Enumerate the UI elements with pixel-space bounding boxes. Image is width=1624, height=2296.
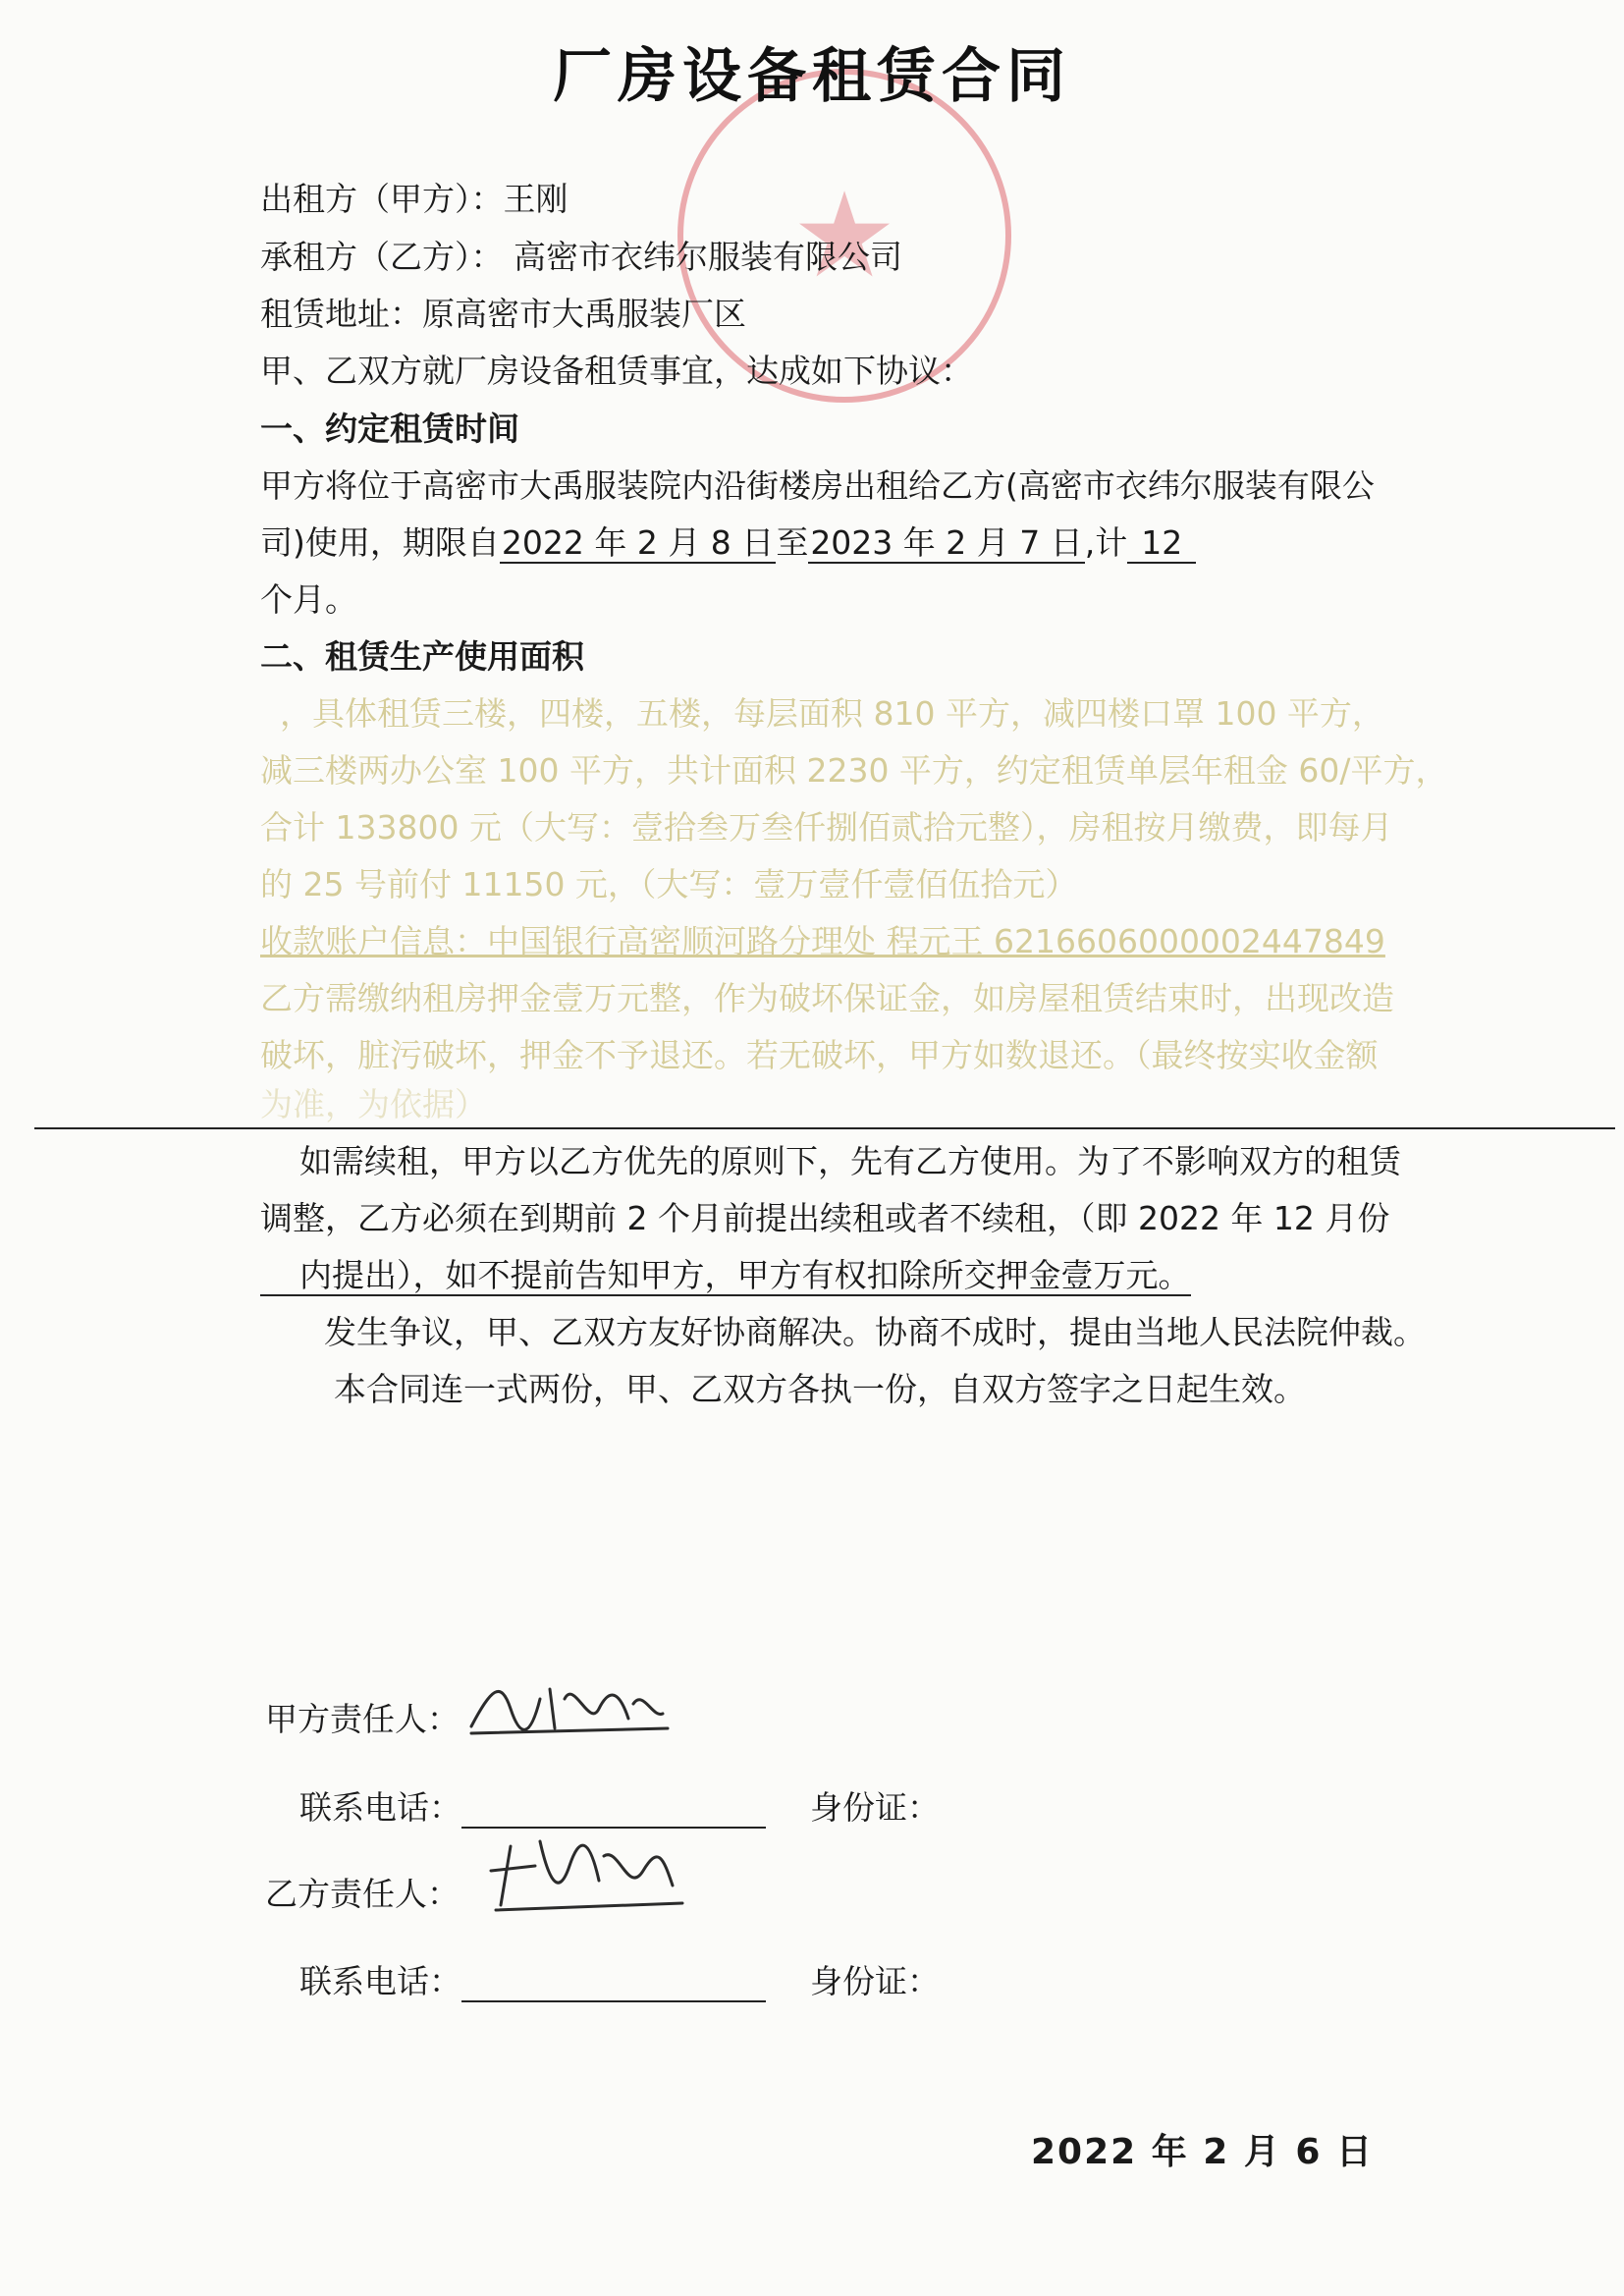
address-line: 租赁地址：原高密市大禹服装厂区 [260,295,746,333]
party-a-label: 甲方责任人： [265,1700,460,1738]
party-b-phone-text: 联系电话： [299,1962,461,2000]
section2-p2: 减三楼两办公室 100 平方，共计面积 2230 平方，约定租赁单层年租金 60/平方， [260,751,1448,790]
party-a-phone-text: 联系电话： [299,1788,461,1827]
term-months: 12 [1127,523,1196,564]
divider-line [34,1127,1615,1129]
section1-line2: 司)使用，期限自2022 年 2 月 8 日至2023 年 2 月 7 日,计 12 [260,523,1196,563]
section2-p4: 的 25 号前付 11150 元，（大写：壹万壹仟壹佰伍拾元） [260,865,1078,903]
end-date: 2023 年 2 月 7 日 [810,523,1083,562]
section2-p7: 破坏，脏污破坏，押金不予退还。若无破坏，甲方如数退还。（最终按实收金额 [260,1036,1379,1074]
party-a-id-label: 身份证： [810,1788,940,1827]
term-total-prefix: 计 [1095,523,1128,562]
renewal-line1: 如需续租，甲方以乙方优先的原则下，先有乙方使用。为了不影响双方的租赁 [299,1142,1401,1180]
section1-line3: 个月。 [260,580,357,619]
contract-date: 2022 年 2 月 6 日 [1031,2132,1374,2172]
party-b-label: 乙方责任人： [265,1875,460,1913]
intro-line: 甲、乙双方就厂房设备租赁事宜，达成如下协议： [260,352,973,390]
renewal-line2: 调整，乙方必须在到期前 2 个月前提出续租或者不续租，（即 2022 年 12 月份 [260,1199,1390,1237]
term-prefix: 司)使用，期限自 [260,523,500,562]
section2-p1: ，具体租赁三楼，四楼，五楼，每层面积 810 平方，减四楼口罩 100 平方， [280,694,1384,733]
section1-heading: 一、约定租赁时间 [260,410,519,448]
section2-heading: 二、租赁生产使用面积 [260,637,584,676]
section1-line1: 甲方将位于高密市大禹服装院内沿街楼房出租给乙方(高密市衣纬尔服装有限公 [260,466,1375,505]
party-b-id-label: 身份证： [810,1962,940,2000]
dispute-line: 发生争议，甲、乙双方友好协商解决。协商不成时，提由当地人民法院仲裁。 [324,1313,1426,1351]
party-b-phone-label [299,1956,766,2002]
lessor-line: 出租方（甲方）：王刚 [260,180,568,218]
party-a-phone-label [299,1782,766,1829]
term-to: 至 [776,523,809,562]
party-a-signature [461,1669,677,1748]
renewal-line3-text: 内提出），如不提前告知甲方，甲方有权扣除所交押金壹万元。 [260,1256,1191,1296]
party-b-phone-blank [461,1961,766,2002]
section2-p3: 合计 133800 元（大写：壹拾叁万叁仟捌佰贰拾元整），房租按月缴费，即每月 [260,808,1393,847]
party-a-phone-blank [461,1787,766,1829]
copies-line: 本合同连一式两份，甲、乙双方各执一份，自双方签字之日起生效。 [334,1370,1306,1408]
page-title: 厂房设备租赁合同 [553,42,1071,111]
bank-account-info: 收款账户信息：中国银行高密顺河路分理处 程元王 6216606000002447849 [260,922,1385,960]
party-b-signature [481,1827,697,1925]
start-date: 2022 年 2 月 8 日 [501,523,775,562]
seal-star-icon: ★ [791,167,897,304]
renewal-line3 [260,1256,1191,1295]
section2-p8: 为准，为依据） [260,1085,487,1123]
section2-p6: 乙方需缴纳租房押金壹万元整，作为破坏保证金，如房屋租赁结束时，出现改造 [260,979,1394,1017]
lessee-line: 承租方（乙方）： 高密市衣纬尔服装有限公司 [260,238,902,276]
